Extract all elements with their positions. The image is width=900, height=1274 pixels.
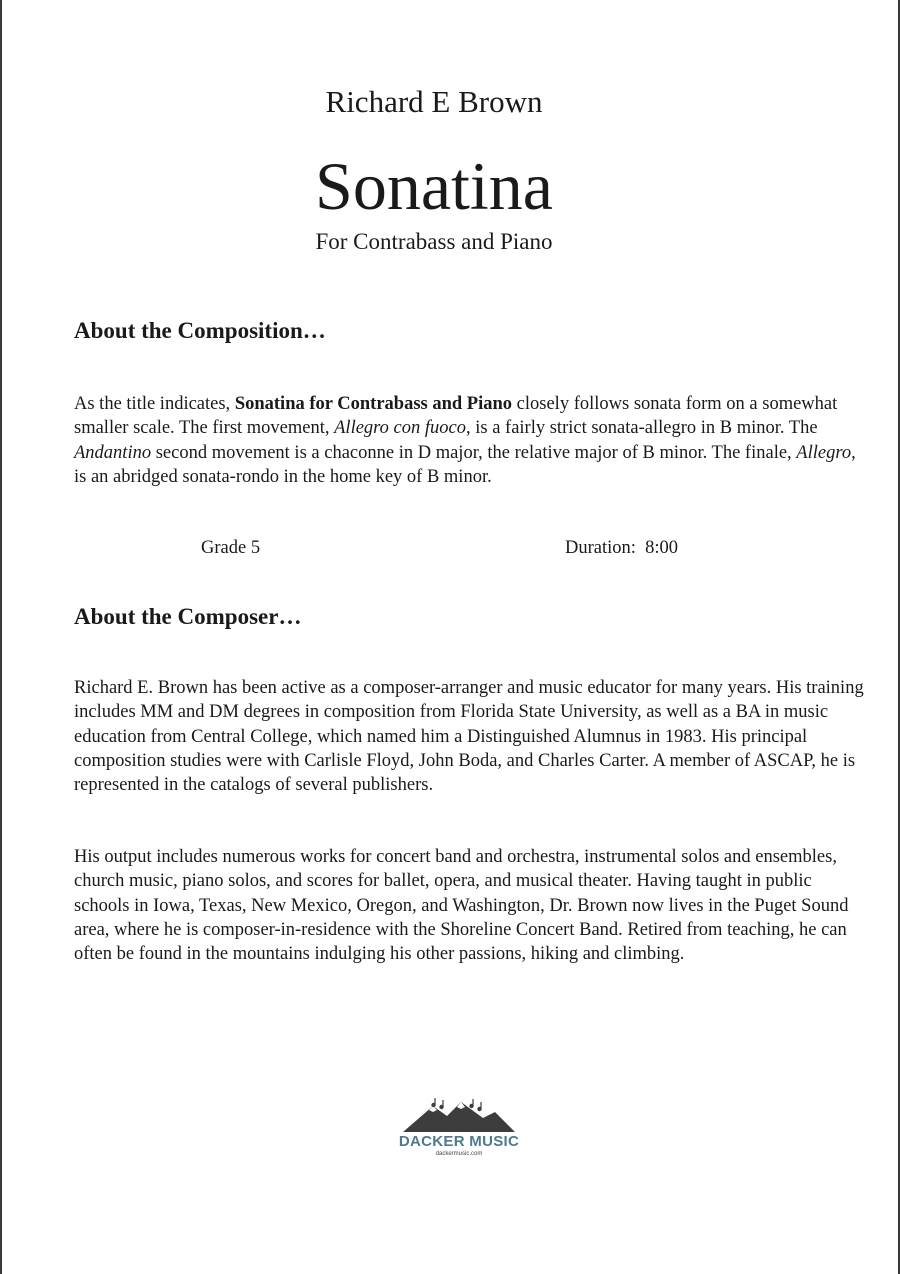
- movement-3-italic: Allegro: [796, 442, 852, 463]
- piece-title: Sonatina: [315, 148, 553, 224]
- composer-paragraph-1: Richard E. Brown has been active as a composer-arranger and music educator for many years. His training includes MM and DM degrees in composition from Florida State University, as well as a BA in music education from Central College, which named him a Distinguished Alumnus in 1983. His principal composition studies were with Carlisle Floyd, John Boda, and Charles Carter. A member of ASCAP, he is represented in the catalogs of several publishers.: [74, 678, 864, 796]
- mountain-logo-icon: [399, 1096, 519, 1134]
- movement-1-italic: Allegro con fuoco: [334, 418, 466, 439]
- composition-paragraph: [74, 392, 864, 489]
- composition-title-bold: Sonatina for Contrabass and Piano: [234, 394, 513, 414]
- about-composition-heading: About the Composition…: [74, 318, 326, 343]
- composition-text-1: As the title indicates,: [74, 394, 235, 414]
- composition-text-4: second movement is a chaconne in D major, the relative major of B minor. The finale,: [151, 442, 797, 463]
- logo-url: dackermusic.com: [435, 1151, 483, 1157]
- grade-label: Grade 5: [201, 538, 261, 558]
- movement-2-italic: Andantino: [74, 442, 152, 463]
- composer-name: Richard E Brown: [325, 84, 543, 119]
- about-composer-heading: About the Composer…: [74, 604, 302, 629]
- composition-text-5: , is an abridged sonata-rondo in the home key of B minor.: [74, 442, 856, 487]
- composition-text-2: closely follows sonata form on a somewhat smaller scale. The first movement,: [74, 394, 838, 439]
- composition-text-3: , is a fairly strict sonata-allegro in B minor. The: [466, 418, 818, 439]
- logo-name: DACKER MUSIC: [398, 1133, 520, 1150]
- piece-subtitle: For Contrabass and Piano: [315, 229, 553, 254]
- duration-label: Duration: 8:00: [565, 538, 679, 558]
- composer-paragraph-2: His output includes numerous works for concert band and orchestra, instrumental solos and ensembles, church music, piano solos, and scores for ballet, opera, and musical theater. Having taught in public schools in Iowa, Texas, New Mexico, Oregon, and Washington, Dr. Brown now lives in the Puget Sound area, where he is composer-in-residence with the Shoreline Concert Band. Retired from teaching, he can often be found in the mountains indulging his other passions, hiking and climbing.: [74, 847, 849, 965]
- publisher-logo: [392, 1096, 526, 1166]
